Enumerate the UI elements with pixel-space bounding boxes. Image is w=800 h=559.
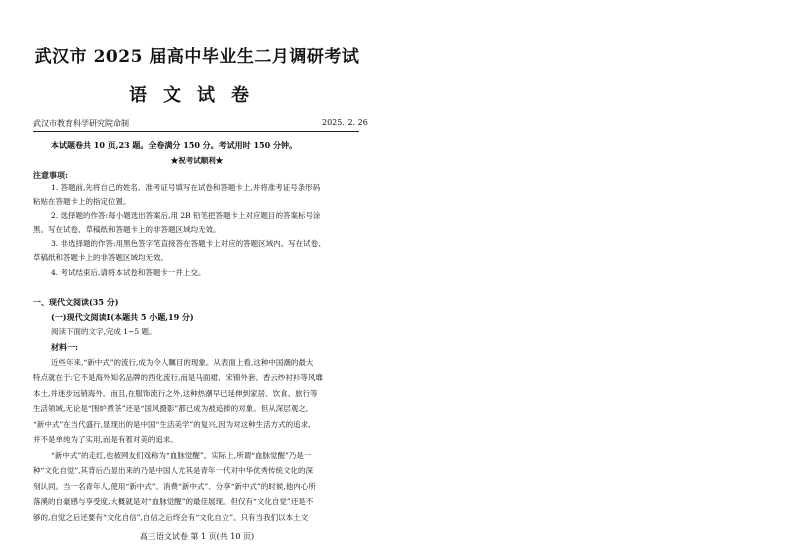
- paragraph-line: 近些年来,“新中式”的流行,成为令人瞩目的现象。从表面上看,这种中国潮的最大: [51, 358, 314, 367]
- paragraph-line: 生活领域,无论是“围炉煮茶”还是“国风摄影”都已成为被追捧的对象。但从深层观之,: [33, 404, 309, 413]
- section-heading: 一、现代文阅读(35 分): [33, 297, 119, 307]
- page-footer: 高三语文试卷 第 1 页(共 10 页): [139, 532, 255, 541]
- notice-line: 草稿纸和答题卡上的非答题区域均无效。: [33, 253, 168, 262]
- notice-line: 4. 考试结束后,请将本试卷和答题卡一并上交。: [51, 268, 206, 277]
- instruction-text: 阅读下面的文字,完成 1~5 题。: [51, 327, 157, 336]
- notice-line: 3. 非选择题的作答:用黑色签字笔直接答在答题卡上对应的答题区域内。写在试卷、: [51, 239, 326, 248]
- header-divider: [33, 131, 359, 132]
- notice-line: 1. 答题前,先将自己的姓名、准考证号填写在试卷和答题卡上,并将准考证号条形码: [51, 183, 321, 192]
- notice-line: 黑。写在试卷、草稿纸和答题卡上的非答题区域均无效。: [33, 225, 221, 234]
- notice-line: 粘贴在答题卡上的指定位置。: [33, 197, 131, 206]
- paragraph-line: 够的,自觉之后还要有“文化自信”,自信之后终会有“文化自立”。只有当我们以本土文: [33, 513, 309, 522]
- exam-date: 2025. 2. 26: [322, 118, 368, 127]
- exam-info: 本试题卷共 10 页,23 题。全卷满分 150 分。考试用时 150 分钟。: [51, 140, 297, 150]
- paragraph-line: 特点就在于:它不是海外知名品牌的西化流行,而是马面裙、宋锦外套、香云纱衬衫等风靡: [33, 373, 323, 382]
- paragraph-line: “新中式”在当代盛行,显现出的是中国“生活美学”的复兴,因为对这种生活方式的追求,: [33, 420, 311, 429]
- material-label: 材料一:: [51, 342, 78, 352]
- paragraph-line: 刻认同。当一名青年人,使用“新中式”、消费“新中式”、分享“新中式”的时候,他内心所: [33, 482, 316, 491]
- good-luck-line: ★祝考试顺利★: [170, 156, 224, 165]
- exam-title: 武汉市 2025 届高中毕业生二月调研考试: [34, 47, 360, 67]
- issuer-label: 武汉市教育科学研究院命制: [33, 119, 129, 128]
- paragraph-line: 并不是单纯为了实用,而是有着对美的追求。: [33, 435, 178, 444]
- paragraph-line: “新中式”的走红,也被网友们戏称为“血脉觉醒”。实际上,所谓“血脉觉醒”乃是一: [51, 451, 312, 460]
- paragraph-line: 本土,并迷步远销海外。而且,在服饰流行之外,这种热潮早已延伸到家居、饮食、旅行等: [33, 389, 318, 398]
- subject-title: 语文试卷: [129, 85, 265, 106]
- subsection-heading: (一)现代文阅读Ⅰ(本题共 5 小题,19 分): [51, 312, 194, 322]
- paragraph-line: 落溪的自豪感与享受度,大概就是对“血脉觉醒”的最佳展现。但仅有“文化自觉”还是不: [33, 497, 314, 506]
- paragraph-line: 种“文化自觉”,其背后凸显出来的乃是中国人尤其是青年一代对中华优秀传统文化的深: [33, 466, 314, 475]
- notice-line: 2. 选择题的作答:每小题选出答案后,用 2B 铅笔把答题卡上对应题目的答案标号涂: [51, 211, 321, 220]
- notice-heading: 注意事项:: [33, 170, 68, 180]
